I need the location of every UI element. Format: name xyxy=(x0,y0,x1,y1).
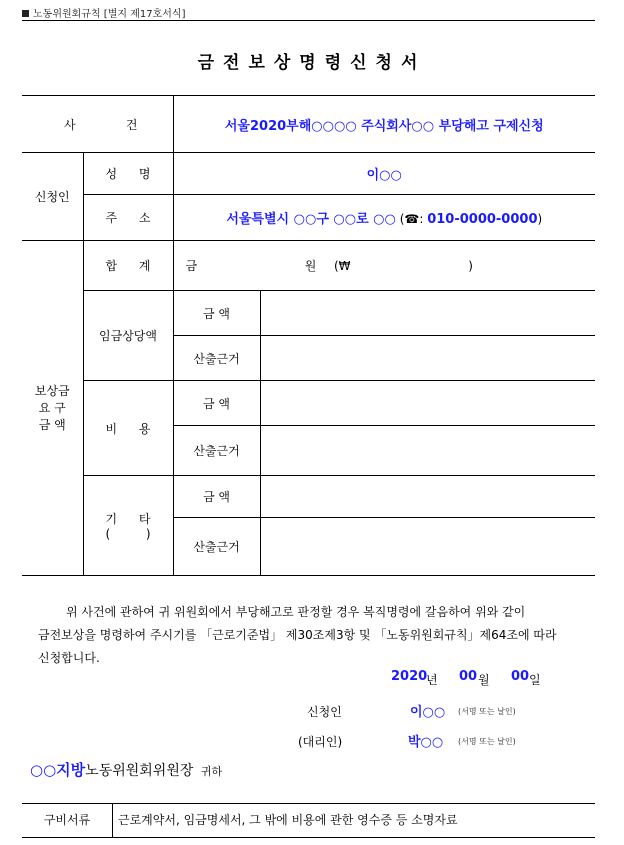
date-year: 2020 xyxy=(391,669,428,684)
required-documents-value: 근로계약서, 임금명세서, 그 밖에 비용에 관한 영수증 등 소명자료 xyxy=(118,813,458,827)
wage-basis-label: 산출근거 xyxy=(173,336,260,381)
total-label-cell: 합 계 xyxy=(83,241,173,291)
cost-label-cell: 비 용 xyxy=(83,381,173,476)
other-amount-label: 금 액 xyxy=(173,476,260,518)
case-row xyxy=(22,96,595,153)
cost-basis-input[interactable] xyxy=(260,426,595,476)
addressee-office: ○○지방 xyxy=(30,761,86,779)
total-value-cell[interactable]: 금 원 (₩ ) xyxy=(173,241,595,291)
other-amount-row xyxy=(22,476,595,518)
cost-amount-row xyxy=(22,381,595,426)
name-label-cell: 성 명 xyxy=(83,153,173,195)
case-value-cell[interactable] xyxy=(173,96,595,153)
date-day: 00 xyxy=(511,669,530,684)
other-label-cell: 기 타 ( ) xyxy=(83,476,173,576)
square-bullet-icon xyxy=(22,10,29,17)
cost-basis-label: 산출근거 xyxy=(173,426,260,476)
wage-label: 임금상당액 xyxy=(83,291,173,381)
other-amount-input[interactable] xyxy=(260,476,595,518)
other-basis-label: 산출근거 xyxy=(173,518,260,576)
applicant-address-row xyxy=(22,195,595,241)
phone-icon: ☎ xyxy=(404,212,420,226)
wage-amount-input[interactable] xyxy=(260,291,595,336)
applicant-name-row xyxy=(22,153,595,195)
required-documents-label: 구비서류 xyxy=(22,804,113,837)
applicant-sign-name: 이○○ xyxy=(410,705,446,720)
total-row xyxy=(22,241,595,291)
address-label-cell: 주 소 xyxy=(83,195,173,241)
date-month: 00 xyxy=(459,669,478,684)
form-reference-text: 노동위원회규칙 [별지 제17호서식] xyxy=(33,9,186,20)
wage-amount-label: 금 액 xyxy=(173,291,260,336)
agent-sign-name: 박○○ xyxy=(408,735,444,750)
wage-basis-input[interactable] xyxy=(260,336,595,381)
address-value-cell[interactable]: 서울특별시 ○○구 ○○로 ○○ (☎: 010-0000-0000) xyxy=(173,195,595,241)
name-value-cell[interactable] xyxy=(173,153,595,195)
cost-amount-input[interactable] xyxy=(260,381,595,426)
wage-amount-row xyxy=(22,291,595,336)
addressee: ○○지방노동위원회위원장 귀하 xyxy=(30,761,223,779)
case-value: 서울2020부해○○○○ 주식회사○○ 부당해고 구제신청 xyxy=(224,118,544,134)
applicant-name: 이○○ xyxy=(366,168,402,183)
form-reference xyxy=(22,5,185,20)
required-documents xyxy=(22,803,595,838)
applicant-label: 신청인 xyxy=(22,153,83,241)
compensation-label: 보상금 요 구 금 액 xyxy=(22,241,83,576)
cost-amount-label: 금 액 xyxy=(173,381,260,426)
statement-paragraph: 위 사건에 관하여 귀 위원회에서 부당해고로 판정할 경우 복직명령에 갈음하여 위와 같이 금전보상을 명령하여 주시기를 「근로기준법」 제30조제3항 및 「노동위원회규칙」제64조에 따라 신청합니다. xyxy=(38,605,557,665)
page-title: 금전보상명령신청서 xyxy=(197,53,427,73)
applicant-phone: 010-0000-0000 xyxy=(427,212,538,227)
header-divider xyxy=(22,20,595,21)
addressee-title: 노동위원회위원장 xyxy=(85,763,194,779)
applicant-address: 서울특별시 ○○구 ○○로 ○○ xyxy=(226,212,396,227)
application-form-table xyxy=(22,95,595,576)
other-basis-input[interactable] xyxy=(260,518,595,576)
case-label-cell: 사 건 xyxy=(22,96,173,153)
